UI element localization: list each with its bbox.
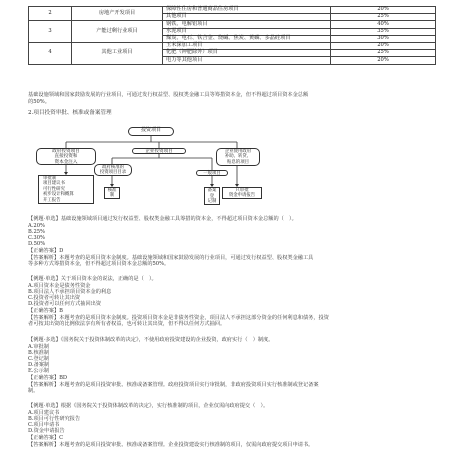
note-line-1: 基础设施领域和国家鼓励发展的行业项目，可通过发行权益型、股权类金融工具等筹措资本金，但不得超过项目资本金总额 [28,92,309,98]
q3-option-c: C.登记制 [28,356,49,362]
q3-option-e: E.公示制 [28,368,49,374]
flow-enterprise-project: 企业投资项目 [132,148,186,154]
q2-analysis-2: 者可按其出资的比例依法享有所有者权益，也可转让其出资，但不得以任何方式抽回。 [28,321,226,327]
q2-answer: 【正确答案】B [28,308,63,314]
percent-cell: 25% [331,14,436,21]
flow-subsidy-project: 企业使用政府 补助、转贷、 贴息的项目 [216,148,260,166]
q2-option-c: C.投资者可转让其出资 [28,295,81,301]
q2-option-b: B.项目法人不承担项目资本金的利息 [28,289,112,295]
q4-option-c: C.项目申请书 [28,422,60,428]
industry-cell: 产能过剩行业项目 [72,21,163,43]
percent-cell: 40% [331,21,436,28]
flow-record-system: 备案 登 记制 [204,187,220,205]
q3-analysis-2: 制。 [28,388,39,394]
industry-cell: 其他工业项目 [72,42,163,64]
q2-option-d: D.投资者可以任何方式抽回出资 [28,301,102,307]
q1-header: 【例题·单选】基础设施领域项目通过发行权益型、股权类金融工具筹措的资本金，不得超过项目资本金总额的（ ）。 [28,216,297,222]
item-cell: 保障性住房和普通商品住房项目 [163,7,331,14]
q3-option-d: D.备案制 [28,362,50,368]
q1-option-a: A.20% [28,223,45,229]
note-line-2: 的50%。 [28,99,50,105]
row-number: 3 [29,21,72,43]
flow-government-project: 政府投资项目 直接投资和 资本金注入 [36,148,96,165]
percent-cell: 20% [331,42,436,49]
q3-option-b: B.核准制 [28,350,50,356]
item-cell: 煤炭、电石、铁合金、烧碱、焦炭、黄磷、多晶硅项目 [163,35,331,42]
q3-header: 【例题·多选】《国务院关于投资体制改革的决定》，不使用政府投资建设的企业投资，政府实行（ ）制度。 [28,337,274,343]
flow-approval-items: 审批制 项目建议书 可行性研究 初步设计和概算 开工报告 [38,175,94,204]
q4-analysis-1: 【答案解析】本题考查的是项目投资审批、核准或备案管理。企业投资建设实行核准制的项目，仅需向政府提交项目申请书。 [28,442,314,448]
section-title: 2.项目投资审批、核准或备案管理 [28,110,112,116]
q4-answer: 【正确答案】C [28,435,64,441]
item-cell: 钢铁、电解铝项目 [163,21,331,28]
q1-option-b: B.25% [28,229,45,235]
q2-analysis-1: 【答案解析】本题考查的是项目资本金制度。投资项目资本金是非债务性资金，项目法人不承担这部分资金的任何利息和债务，投资 [28,315,329,321]
q2-option-a: A.项目资本金是债务性资金 [28,283,91,289]
q4-option-a: A.项目建议书 [28,410,60,416]
flow-root-investment-project: 投资项目 [128,127,174,136]
percent-cell: 20% [331,7,436,14]
q4-option-b: B.项目可行性研究报告 [28,416,81,422]
percent-cell: 25% [331,50,436,57]
flow-approval-system: 核准 制 [104,187,120,199]
item-cell: 玉米深加工项目 [163,42,331,49]
flow-general-project: 一般项目 [196,170,228,176]
q1-analysis-2: 等多种方式筹措资本金，但不得超过项目资本金总额的50%。 [28,261,170,267]
q1-answer: 【正确答案】D [28,248,64,254]
item-cell: 化肥（钾肥除外）项目 [163,50,331,57]
row-number: 4 [29,42,72,64]
item-cell: 水泥项目 [163,28,331,35]
q3-analysis-1: 【答案解析】本题考查的是项目投资审批、核准或备案管理。政府投资项目实行审批制，非政府投资项目实行核准制或登记备案 [28,382,319,388]
percent-cell: 20% [331,57,436,64]
percent-cell: 35% [331,28,436,35]
item-cell: 其他项目 [163,14,331,21]
industry-cell: 房地产开发项目 [72,7,163,21]
q1-option-c: C.30% [28,235,45,241]
q3-answer: 【正确答案】BD [28,375,68,381]
q1-analysis-1: 【答案解析】本题考查的是项目资本金制度。基础设施领域和国家鼓励发展的行业项目，可通过发行权益型、股权类金融工具 [28,255,314,261]
percent-cell: 30% [331,35,436,42]
flow-approved-catalog: 政府核准的 投资项目目录 [94,164,132,176]
q2-header: 【例题·单选】关于项目资本金的说法，正确的是（ ）。 [28,276,157,282]
q1-option-d: D.50% [28,241,46,247]
q3-option-a: A.审批制 [28,344,49,350]
flow-fund-report: 只审批 资金申请报告 [222,187,262,199]
q4-header: 【例题·单选】根据《国务院关于投资体制改革的决定》，实行核准制的项目，企业仅需向政府提交（ ）。 [28,403,269,409]
item-cell: 电力等其他项目 [163,57,331,64]
q4-option-d: D.资金申请报告 [28,428,65,434]
row-number: 2 [29,7,72,21]
